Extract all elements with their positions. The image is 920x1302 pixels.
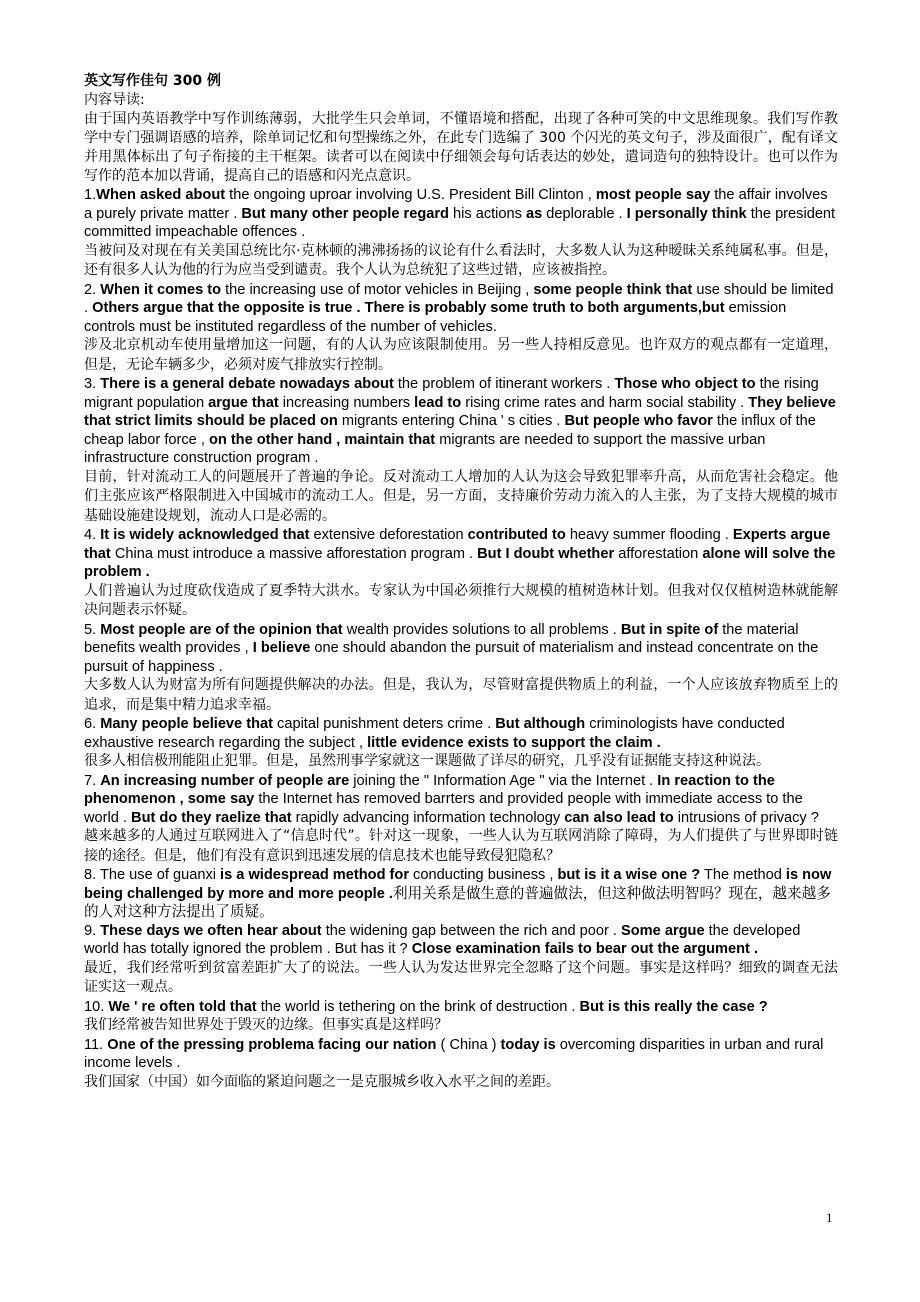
text-run: 6.: [84, 716, 101, 732]
bold-phrase: most people say: [595, 187, 711, 203]
bold-phrase: is a widespread method for: [220, 867, 409, 883]
text-run: joining the " Information Age " via the Internet .: [349, 772, 658, 789]
text-run: capital punishment deters crime .: [272, 716, 496, 732]
sentence-item: [84, 1036, 838, 1093]
bold-phrase: In reaction to the phenomenon , some say: [84, 772, 775, 807]
text-run: 2.: [84, 281, 101, 298]
bold-phrase: When it comes to: [100, 281, 222, 298]
bold-phrase: But many other people regard: [241, 205, 449, 222]
bold-phrase: today is: [500, 1036, 556, 1053]
text-run: the material benefits wealth provides ,: [84, 621, 799, 656]
bold-phrase: can also lead to: [564, 809, 674, 826]
bold-phrase: But in spite of: [620, 621, 719, 638]
sentence-item: [84, 375, 838, 526]
sentence-item: [84, 866, 838, 922]
english-sentence: [84, 186, 838, 242]
text-run: China must introduce a massive afforestation program .: [110, 545, 478, 562]
text-run: one should abandon the pursuit of materialism and instead concentrate on the pursuit of happiness .: [84, 640, 819, 675]
page-number: 1: [826, 1210, 833, 1225]
text-run: the president committed impeachable offences .: [84, 205, 836, 240]
sentence-list: [84, 186, 838, 1092]
intro-paragraph: 由于国内英语教学中写作训练薄弱，大批学生只会单词，不懂语境和搭配，出现了各种可笑的中文思维现象。我们写作教学中专门强调语感的培养，除单词记忆和句型操练之外，在此专门选编了 300 个闪光的英文句子，涉及面很广，配有译文并用黑体标出了句子衔接的主干框架。读者可以在阅读中仔细领会每句话表达的妙处，遣词造句的独特设计。也可以作为写作的范本加以背诵，提高自己的语感和闪光点意识。: [84, 111, 838, 184]
bold-phrase: little evidence exists to support the claim .: [367, 734, 661, 751]
english-sentence: [84, 526, 838, 582]
text-run: 最近，我们经常听到贫富差距扩大了的说法。一些人认为发达世界完全忽略了这个问题。事实是这样吗？细致的调查无法证实这一观点。: [84, 959, 838, 995]
english-sentence: [84, 715, 838, 752]
text-run: migrants are needed to support the massive urban infrastructure construction program .: [84, 431, 766, 466]
chinese-translation: [84, 676, 838, 715]
english-sentence: [84, 922, 838, 959]
bold-phrase: Close examination fails to bear out the argument .: [411, 941, 758, 957]
sentence-item: [84, 998, 838, 1036]
text-run: the Internet has removed barrters and provided people with immediate access to the world .: [84, 791, 803, 826]
text-run: the ongoing uproar involving U.S. President Bill Clinton ,: [225, 187, 596, 203]
text-run: the influx of the cheap labor force ,: [84, 413, 816, 448]
sentence-item: [84, 526, 838, 621]
bold-phrase: But although: [495, 716, 586, 732]
text-run: 当被问及对现在有关美国总统比尔·克林顿的沸沸扬扬的议论有什么看法时，大多数人认为这种暧昧关系纯属私事。但是，还有很多人认为他的行为应当受到谴责。我个人认为总统犯了这些过错，应该被指控。: [84, 242, 838, 278]
text-run: The method: [700, 867, 786, 883]
text-run: extensive deforestation: [309, 527, 468, 543]
bold-phrase: An increasing number of people are: [100, 772, 350, 789]
english-sentence: [84, 375, 838, 468]
document-page: [84, 72, 838, 1092]
chinese-translation: [84, 336, 838, 375]
bold-phrase: We ' re often told that: [108, 998, 257, 1015]
sentence-item: [84, 715, 838, 772]
bold-phrase: These days we often hear about: [100, 922, 322, 939]
bold-phrase: But do they raelize that: [131, 809, 292, 826]
sentence-item: [84, 621, 838, 716]
text-run: 我们经常被告知世界处于毁灭的边缘。但事实真是这样吗？: [84, 1017, 448, 1033]
text-run: 7.: [84, 772, 101, 789]
chinese-translation: [84, 752, 838, 772]
text-run: 4.: [84, 527, 101, 543]
text-run: 人们普遍认为过度砍伐造成了夏季特大洪水。专家认为中国必须推行大规模的植树造林计划。但我对仅仅植树造林就能解决问题表示怀疑。: [84, 582, 838, 618]
bold-phrase: Experts argue that: [84, 527, 831, 562]
text-run: 3.: [84, 376, 101, 392]
sentence-item: [84, 186, 838, 281]
text-run: conducting business ,: [409, 867, 558, 883]
bold-phrase: But I doubt whether: [477, 545, 615, 562]
text-run: ( China ): [436, 1036, 501, 1053]
text-run: 5.: [84, 621, 101, 638]
text-run: heavy summer flooding .: [565, 527, 733, 543]
text-run: deplorable .: [542, 205, 627, 222]
bold-phrase: Those who object to: [614, 376, 756, 392]
text-run: criminologists have conducted exhaustive research regarding the subject ,: [84, 716, 785, 751]
text-run: 1.: [84, 187, 97, 203]
text-run: overcoming disparities in urban and rural income levels .: [84, 1036, 824, 1071]
bold-phrase: When asked about: [96, 187, 226, 203]
chinese-translation: [84, 242, 838, 281]
text-run: afforestation: [614, 545, 703, 562]
bold-phrase: Many people believe that: [100, 716, 273, 732]
bold-phrase: One of the pressing problema facing our nation: [107, 1036, 437, 1053]
bold-phrase: There is a general debate nowadays about: [100, 376, 394, 392]
bold-phrase: I personally think: [626, 205, 747, 222]
text-run: the affair involves a purely private matter .: [84, 187, 828, 222]
bold-phrase: But is this really the case ?: [579, 998, 768, 1015]
text-run: the rising migrant population: [84, 376, 819, 411]
text-run: his actions: [448, 205, 527, 222]
chinese-translation: [84, 582, 838, 621]
text-run: the widening gap between the rich and poor .: [321, 922, 622, 939]
text-run: the increasing use of motor vehicles in Beijing ,: [221, 281, 534, 298]
bold-phrase: but is it a wise one ?: [557, 867, 701, 883]
text-run: rapidly advancing information technology: [291, 809, 565, 826]
bold-phrase: Some argue: [621, 922, 705, 939]
text-run: 10.: [84, 998, 109, 1015]
text-run: rising crime rates and harm social stability .: [461, 394, 749, 411]
bold-phrase: I believe: [252, 640, 311, 656]
sentence-item: [84, 772, 838, 867]
text-run: increasing numbers: [278, 394, 415, 411]
text-run: 目前，针对流动工人的问题展开了普遍的争论。反对流动工人增加的人认为这会导致犯罪率升高，从而危害社会稳定。他们主张应该严格限制进入中国城市的流动工人。但是，另一方面，支持廉价劳动力流入的人主张，为了支持大规模的城市基础设施建设规划，流动人口是必需的。: [84, 468, 838, 524]
english-sentence: [84, 998, 838, 1017]
sentence-item: [84, 281, 838, 376]
english-sentence: [84, 621, 838, 677]
english-sentence: [84, 281, 838, 337]
text-run: 利用关系是做生意的普遍做法，但这种做法明智吗？现在，越来越多的人对这种方法提出了质疑。: [84, 885, 831, 920]
bold-phrase: contributed to: [467, 527, 566, 543]
bold-phrase: alone will solve the problem .: [84, 545, 836, 580]
text-run: migrants entering China ' s cities .: [337, 413, 565, 429]
text-run: use should be limited .: [84, 281, 834, 316]
text-run: emission controls must be instituted regardless of the number of vehicles.: [84, 300, 787, 335]
sentence-item: [84, 922, 838, 998]
text-run: 很多人相信极刑能阻止犯罪。但是，虽然刑事学家就这一课题做了详尽的研究，几乎没有证据能支持这种说法。: [84, 753, 770, 769]
intro-label: 内容导读:: [84, 92, 145, 108]
bold-phrase: as: [526, 205, 543, 222]
bold-phrase: But people who favor: [564, 413, 713, 429]
bold-phrase: on the other hand , maintain that: [208, 431, 436, 448]
text-run: 11.: [84, 1036, 108, 1053]
text-run: 涉及北京机动车使用量增加这一问题，有的人认为应该限制使用。另一些人持相反意见。也许双方的观点都有一定道理，但是，无论车辆多少，必须对废气排放实行控制。: [84, 337, 838, 373]
text-run: 9.: [84, 922, 101, 939]
text-run: the problem of itinerant workers .: [393, 376, 615, 392]
text-run: 越来越多的人通过互联网进入了“信息时代”。针对这一现象，一些人认为互联网消除了障碍，为人们提供了与世界即时链接的途径。但是，他们有没有意识到迅速发展的信息技术也能导致侵犯隐私？: [84, 828, 838, 864]
chinese-translation: [84, 827, 838, 866]
text-run: 我们国家（中国）如今面临的紧迫问题之一是克服城乡收入水平之间的差距。: [84, 1073, 560, 1090]
bold-phrase: lead to: [414, 394, 462, 411]
bold-phrase: Others argue that the opposite is true . There is probably some truth to both arguments,but: [92, 300, 725, 316]
english-sentence: [84, 772, 838, 828]
chinese-translation: [84, 959, 838, 998]
text-run: 大多数人认为财富为所有问题提供解决的办法。但是，我认为，尽管财富提供物质上的利益，一个人应该放弃物质至上的追求，而是集中精力追求幸福。: [84, 677, 838, 713]
bold-phrase: is now being challenged by more and more people .: [84, 867, 832, 902]
bold-phrase: They believe that strict limits should be placed on: [84, 394, 836, 429]
bold-phrase: some people think that: [533, 281, 693, 298]
chinese-translation: [84, 1073, 838, 1093]
english-sentence: [84, 866, 838, 922]
text-run: wealth provides solutions to all problems .: [342, 621, 621, 638]
text-run: the developed world has totally ignored the problem . But has it ?: [84, 922, 801, 957]
bold-phrase: argue that: [208, 394, 279, 411]
text-run: the world is tethering on the brink of destruction .: [256, 998, 580, 1015]
english-sentence: [84, 1036, 838, 1073]
text-run: intrusions of privacy ?: [673, 809, 819, 826]
document-title: 英文写作佳句 300 例: [84, 73, 221, 89]
text-run: 8. The use of guanxi: [84, 867, 221, 883]
bold-phrase: Most people are of the opinion that: [100, 621, 343, 638]
chinese-translation: [84, 1016, 838, 1036]
bold-phrase: It is widely acknowledged that: [100, 527, 310, 543]
chinese-translation: [84, 468, 838, 527]
